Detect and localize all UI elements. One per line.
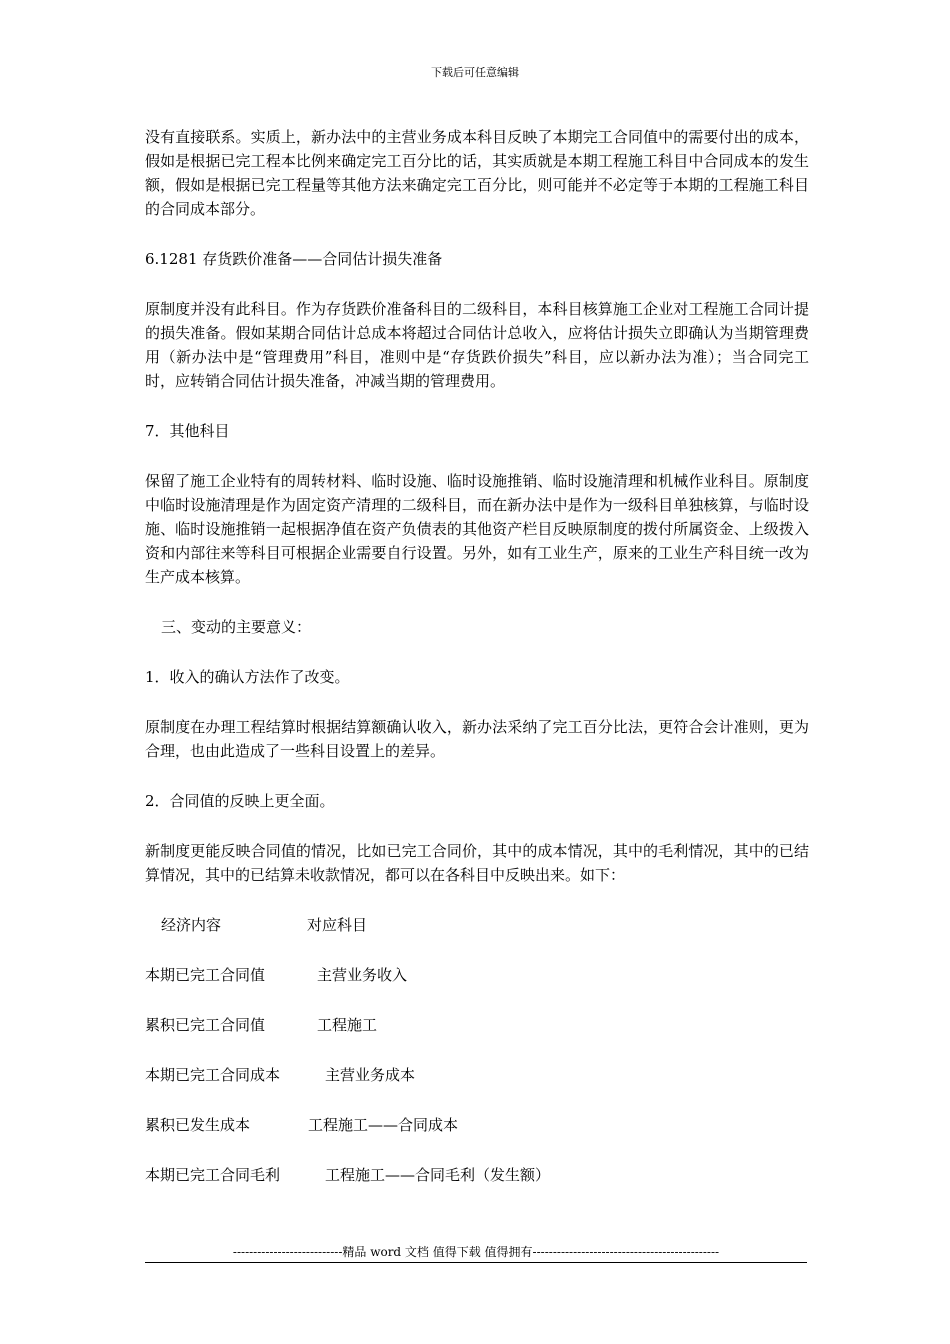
mapping-right: 主营业务收入 [317, 966, 408, 984]
footer-rule [145, 1262, 807, 1263]
mapping-row [145, 1113, 809, 1137]
heading-other-accounts: 7．其他科目 [145, 422, 230, 440]
mapping-left: 累积已发生成本 [145, 1116, 251, 1134]
paragraph-revenue-recognition: 原制度在办理工程结算时根据结算额确认收入，新办法采纳了完工百分比法，更符合会计准则，更为合理，也由此造成了一些科目设置上的差异。 [145, 718, 809, 760]
mapping-left: 本期已完工合同成本 [145, 1066, 281, 1084]
mapping-row [145, 1163, 809, 1187]
mapping-right: 主营业务成本 [325, 1066, 416, 1084]
mapping-left: 累积已完工合同值 [145, 1016, 266, 1034]
document-body [145, 125, 809, 1213]
mapping-row [145, 1013, 809, 1037]
heading-significance: 三、变动的主要意义： [161, 618, 312, 636]
paragraph-contract-value: 新制度更能反映合同值的情况，比如已完工合同价，其中的成本情况，其中的毛利情况，其中的已结算情况，其中的已结算未收款情况，都可以在各科目中反映出来。如下： [145, 842, 809, 884]
mapping-left: 本期已完工合同毛利 [145, 1166, 281, 1184]
mapping-header-right: 对应科目 [307, 916, 368, 934]
mapping-row [145, 963, 809, 987]
heading-revenue-recognition: 1．收入的确认方法作了改变。 [145, 668, 350, 686]
mapping-left: 本期已完工合同值 [145, 966, 266, 984]
heading-inventory-reserve: 6.1281 存货跌价准备——合同估计损失准备 [145, 250, 443, 268]
paragraph-loss-reserve: 原制度并没有此科目。作为存货跌价准备科目的二级科目，本科目核算施工企业对工程施工合同计提的损失准备。假如某期合同估计总成本将超过合同估计总收入，应将估计损失立即确认为当期管理费用（新办法中是“管理费用”科目，准则中是“存货跌价损失”科目，应以新办法为准）；当合同完工时，应转销合同估计损失准备，冲减当期的管理费用。 [145, 300, 809, 390]
mapping-right: 工程施工 [317, 1016, 378, 1034]
mapping-right: 工程施工——合同成本 [308, 1116, 459, 1134]
paragraph-contract-cost: 没有直接联系。实质上，新办法中的主营业务成本科目反映了本期完工合同值中的需要付出的成本，假如是根据已完工程本比例来确定完工百分比的话，其实质就是本期工程施工科目中合同成本的发生额，假如是根据已完工程量等其他方法来确定完工百分比，则可能并不必定等于本期的工程施工科目的合同成本部分。 [145, 128, 809, 218]
mapping-header-left: 经济内容 [161, 916, 222, 934]
paragraph-other-accounts: 保留了施工企业特有的周转材料、临时设施、临时设施推销、临时设施清理和机械作业科目。原制度中临时设施清理是作为固定资产清理的二级科目，而在新办法中是作为一级科目单独核算，与临时设施、临时设施推销一起根据净值在资产负债表的其他资产栏目反映原制度的拨付所属资金、上级拨入资和内部往来等科目可根据企业需要自行设置。另外，如有工业生产，原来的工业生产科目统一改为生产成本核算。 [145, 472, 809, 586]
page-footer: ---------------------------精品 word 文档 值得下载 值得拥有---------------------------------------------- [232, 1245, 720, 1259]
mapping-header-row [145, 913, 809, 937]
mapping-right: 工程施工——合同毛利（发生额） [325, 1166, 551, 1184]
mapping-row [145, 1063, 809, 1087]
page-header: 下载后可任意编辑 [431, 66, 519, 79]
heading-contract-value: 2．合同值的反映上更全面。 [145, 792, 335, 810]
